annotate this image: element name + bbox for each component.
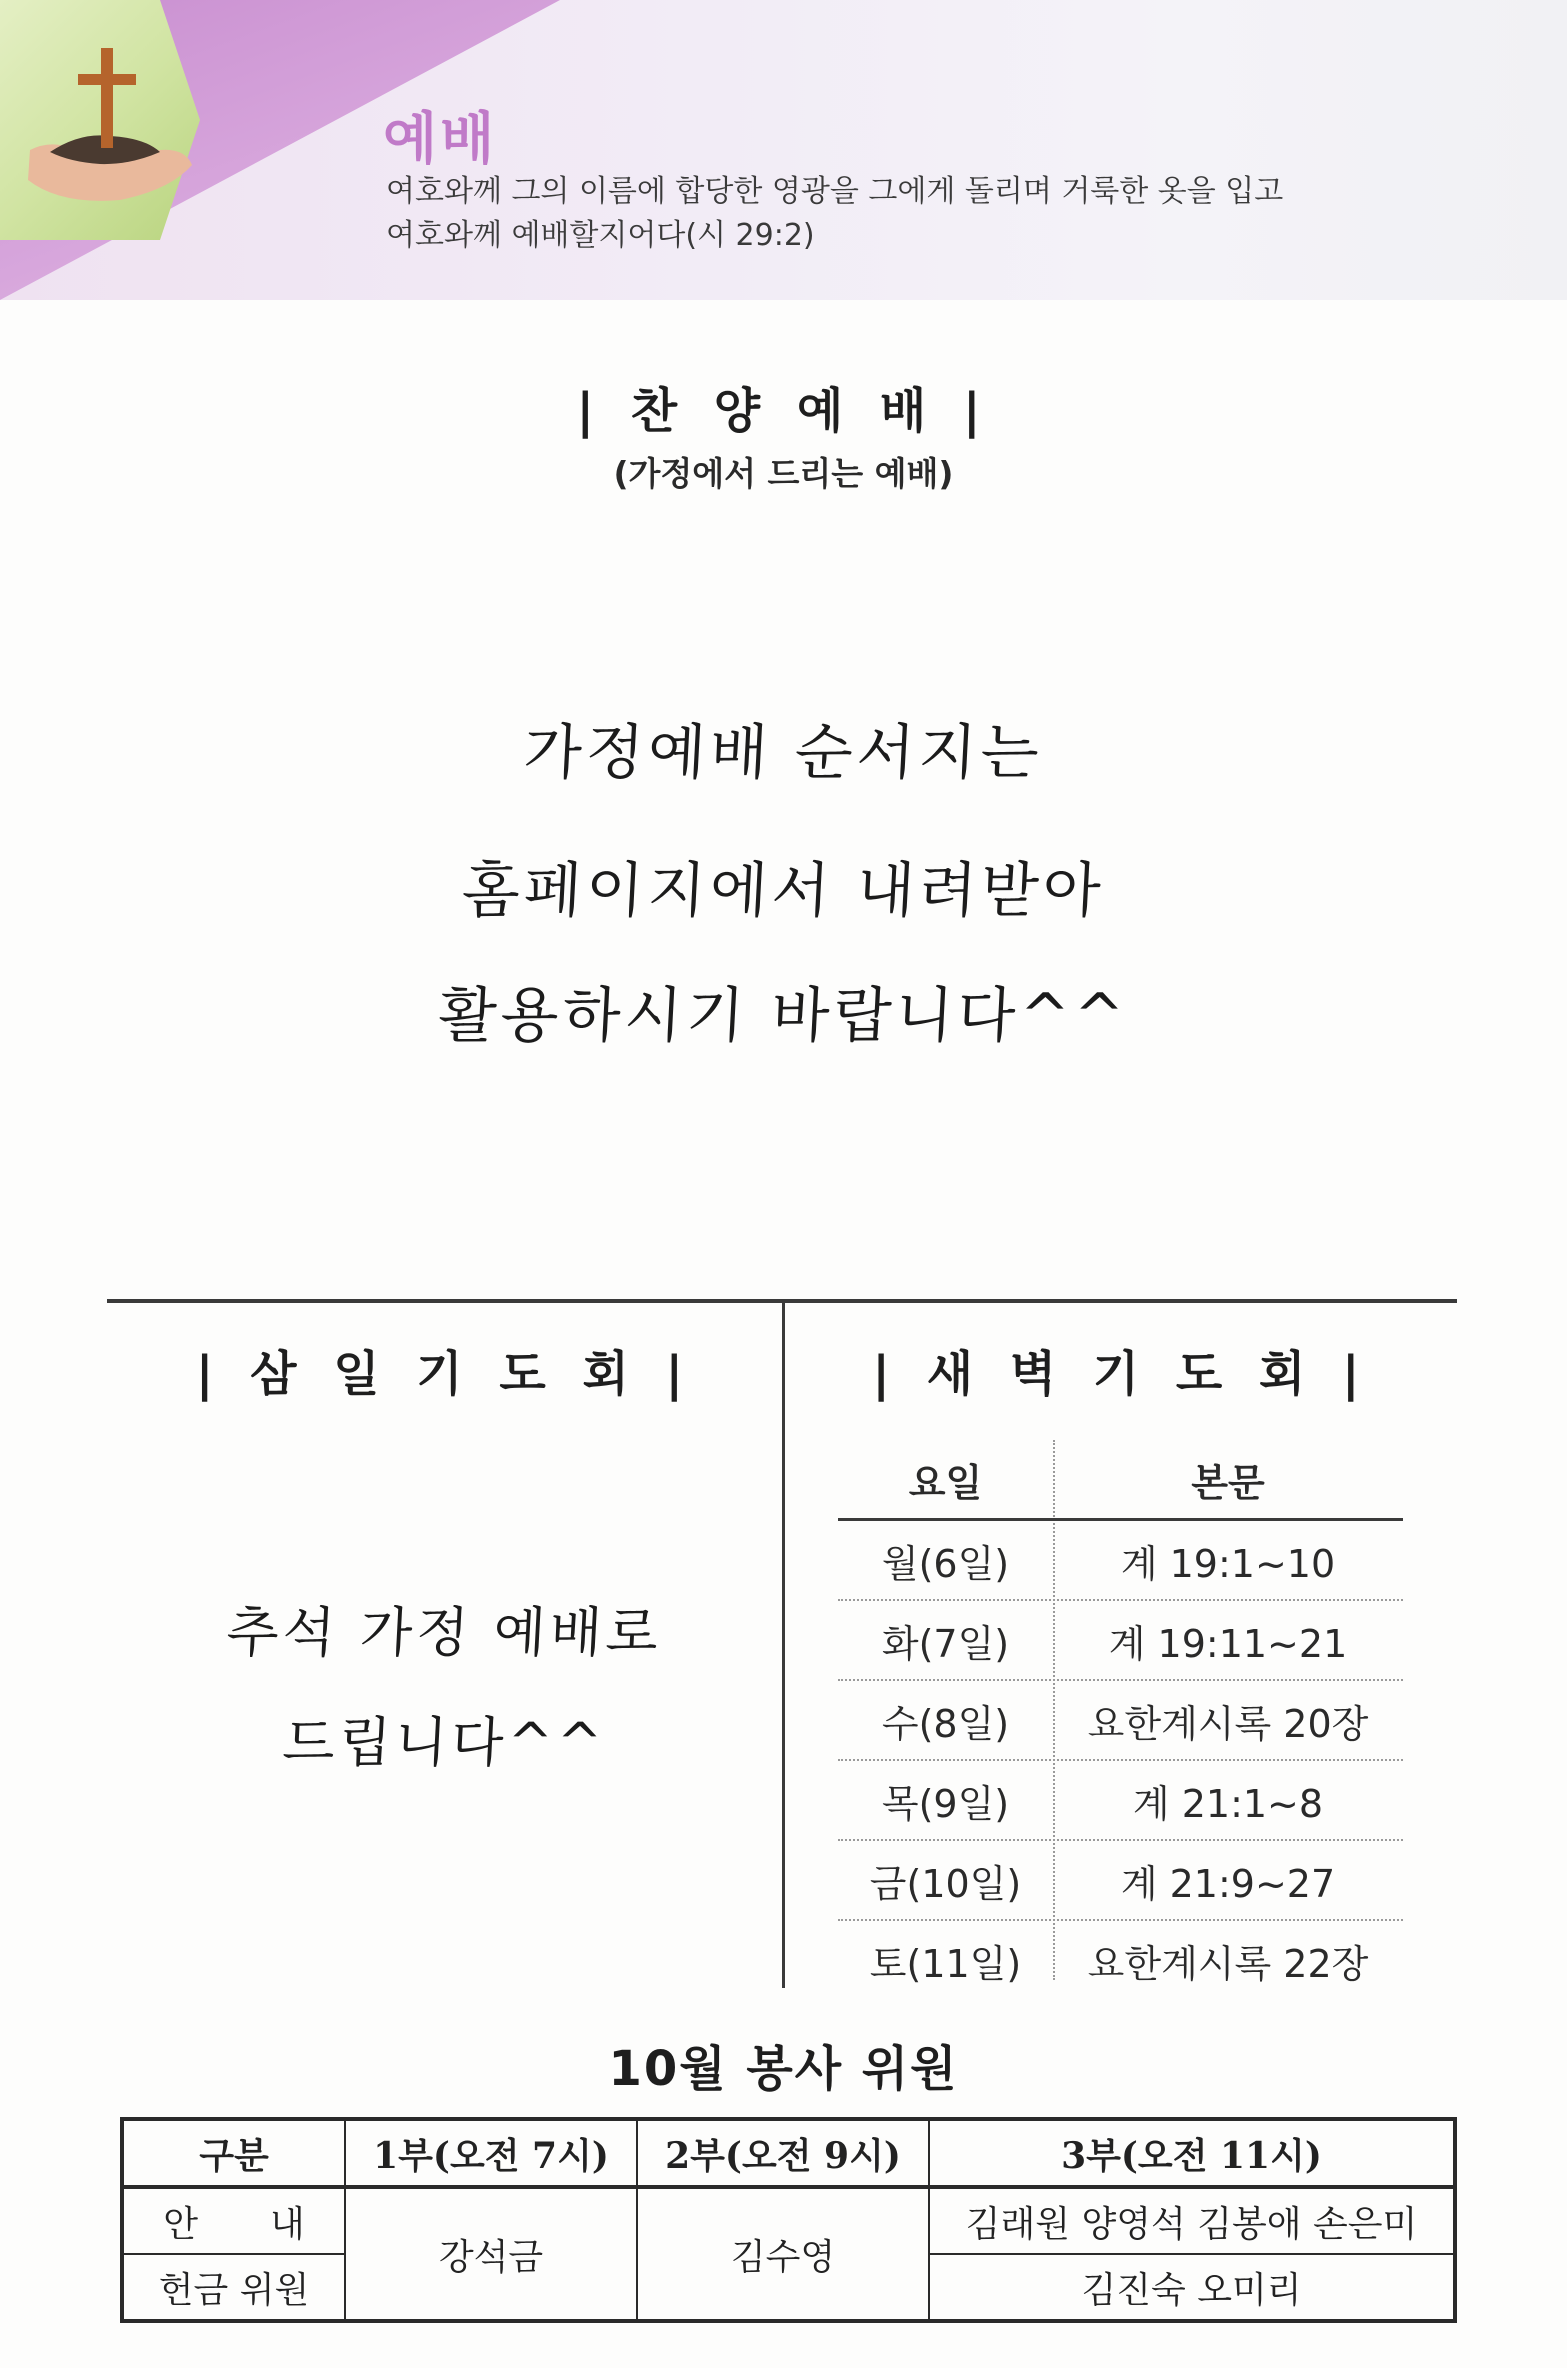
- cross-in-hands-icon: [20, 40, 200, 210]
- header-day: 요일: [908, 1460, 983, 1505]
- passage-cell: 계 19:11~21: [1108, 1621, 1348, 1666]
- passage-cell: 계 21:1~8: [1132, 1781, 1324, 1826]
- volunteers-table: [120, 2117, 1457, 2323]
- table-row: [838, 1841, 1403, 1921]
- home-worship-note-line-1: 가정예배 순서지는: [522, 718, 1045, 788]
- passage-cell: 요한계시록 20장: [1087, 1701, 1369, 1746]
- wednesday-prayer-note-line-2: 드립니다^^: [281, 1711, 608, 1774]
- volunteers-title: 10월 봉사 위원: [608, 2041, 959, 2097]
- header-banner: [0, 0, 1567, 300]
- praise-worship-subtitle: (가정에서 드리는 예배): [613, 454, 954, 493]
- day-cell: 월(6일): [881, 1541, 1010, 1586]
- header-service-3: 3부(오전 11시): [929, 2119, 1455, 2187]
- passage-cell: 계 19:1~10: [1120, 1541, 1336, 1586]
- header-passage: 본문: [1191, 1460, 1265, 1505]
- passage-cell: 계 21:9~27: [1120, 1861, 1336, 1906]
- service-3-usher: 김래원 양영석 김봉애 손은미: [929, 2187, 1455, 2254]
- volunteers-header-row: [122, 2119, 1455, 2187]
- header-service-2: 2부(오전 9시): [637, 2119, 929, 2187]
- day-cell: 화(7일): [881, 1621, 1010, 1666]
- table-row: [838, 1521, 1403, 1601]
- table-row: [122, 2187, 1455, 2254]
- day-cell: 수(8일): [881, 1701, 1010, 1746]
- table-row: [838, 1681, 1403, 1761]
- dawn-prayer-table: [838, 1440, 1403, 1999]
- wednesday-prayer-title: | 삼 일 기 도 회 |: [195, 1346, 694, 1402]
- dawn-prayer-title: | 새 벽 기 도 회 |: [872, 1346, 1370, 1402]
- row-label-offering: 헌금 위원: [122, 2254, 345, 2321]
- day-cell: 목(9일): [881, 1781, 1010, 1826]
- home-worship-note-line-2: 홈페이지에서 내려받아: [460, 856, 1107, 926]
- service-1-volunteer: 강석금: [345, 2187, 637, 2321]
- verse-line-2: 여호와께 예배할지어다(시 29:2): [386, 218, 815, 253]
- header-service-1: 1부(오전 7시): [345, 2119, 637, 2187]
- service-3-offering: 김진숙 오미리: [929, 2254, 1455, 2321]
- table-row: [838, 1601, 1403, 1681]
- dawn-table-header: [838, 1440, 1403, 1521]
- day-cell: 금(10일): [869, 1861, 1022, 1906]
- passage-cell: 요한계시록 22장: [1087, 1941, 1369, 1986]
- day-cell: 토(11일): [869, 1941, 1022, 1986]
- banner-verse: [386, 170, 1486, 258]
- row-label-usher: 안 내: [122, 2187, 345, 2254]
- table-row: [838, 1761, 1403, 1841]
- header-category: 구분: [122, 2119, 345, 2187]
- wednesday-prayer-note-line-1: 추석 가정 예배로: [224, 1601, 664, 1664]
- home-worship-note-line-3: 활용하시기 바랍니다^^: [436, 981, 1130, 1051]
- verse-line-1: 여호와께 그의 이름에 합당한 영광을 그에게 돌리며 거룩한 옷을 입고: [386, 174, 1284, 209]
- column-divider: [782, 1303, 785, 1988]
- service-2-volunteer: 김수영: [637, 2187, 929, 2321]
- praise-worship-title: | 찬 양 예 배 |: [576, 383, 991, 439]
- table-row: [838, 1921, 1403, 1999]
- ghost-text-1: [1330, 55, 1339, 85]
- banner-title: 예배: [383, 107, 498, 172]
